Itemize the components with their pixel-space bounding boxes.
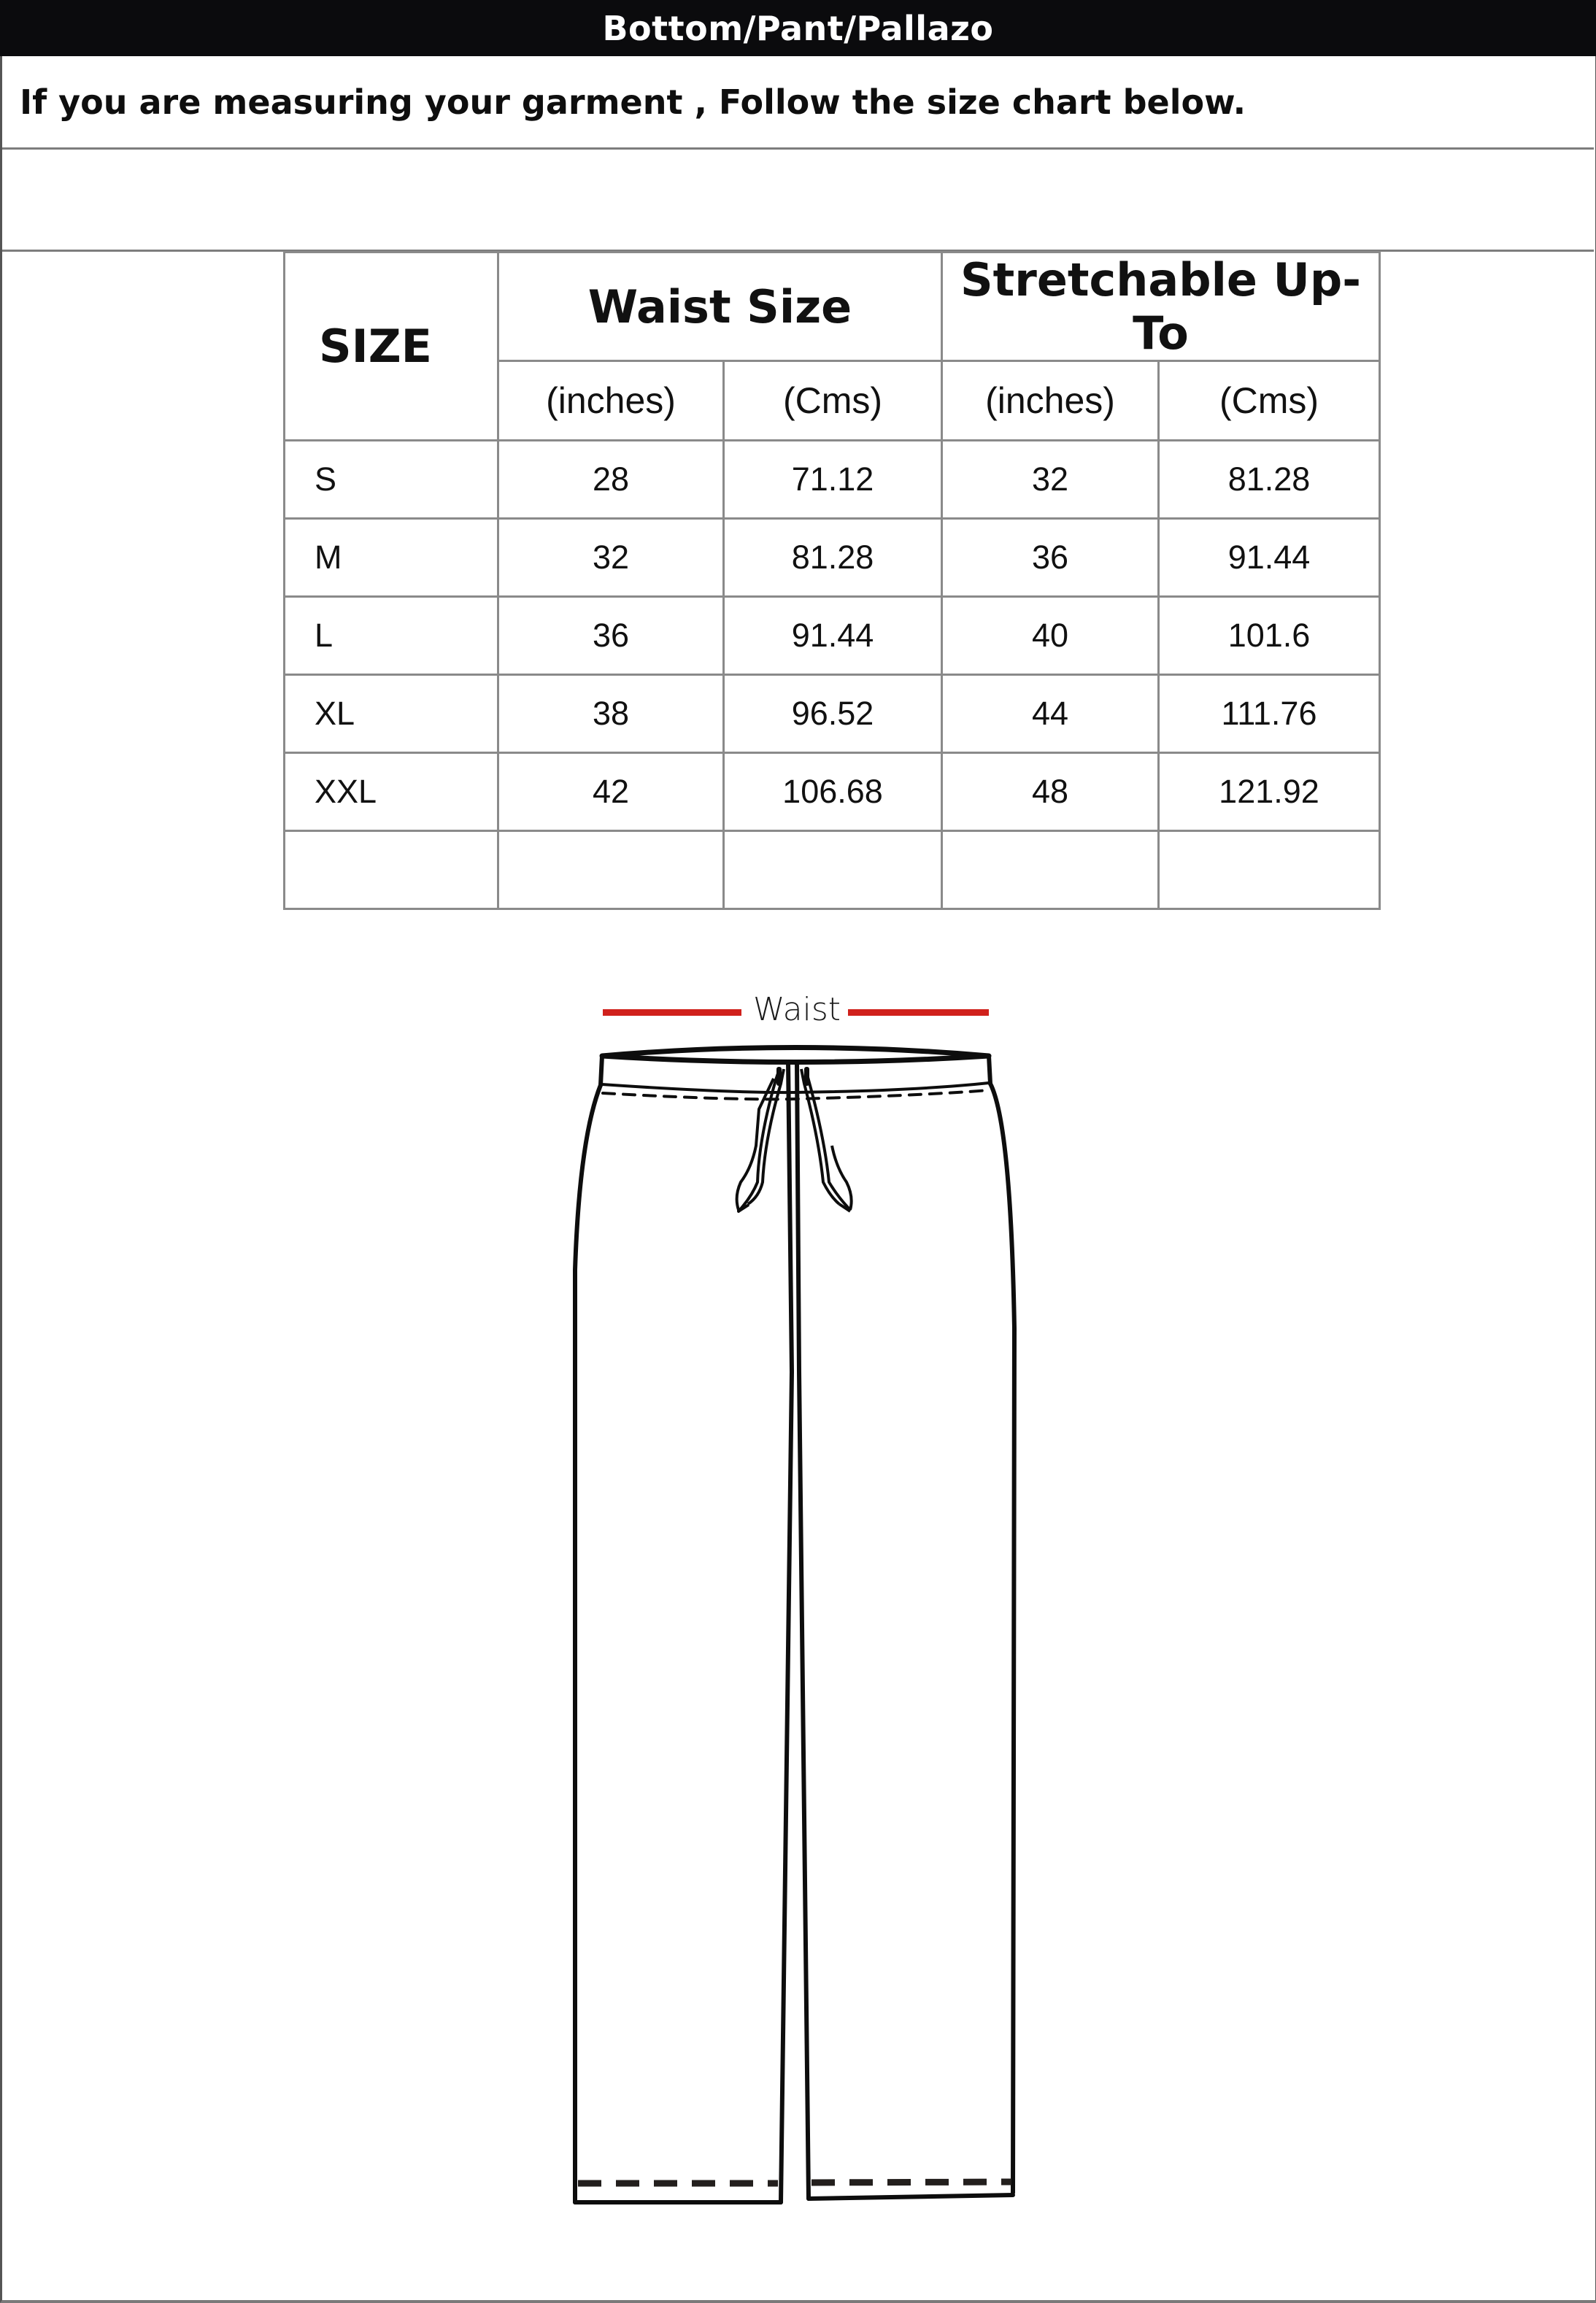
waist-cms-cell: 106.68 xyxy=(724,753,942,831)
stretch-inches-header: (inches) xyxy=(942,361,1159,441)
stretch-inches-cell: 48 xyxy=(942,753,1159,831)
waist-cms-cell: 81.28 xyxy=(724,519,942,597)
size-cell: L xyxy=(285,597,498,675)
waist-inches-cell: 42 xyxy=(498,753,724,831)
waist-cms-cell: 91.44 xyxy=(724,597,942,675)
stretch-inches-cell: 36 xyxy=(942,519,1159,597)
stretch-cms-cell: 101.6 xyxy=(1159,597,1380,675)
stretch-cms-cell: 121.92 xyxy=(1159,753,1380,831)
stretch-cms-header: (Cms) xyxy=(1159,361,1380,441)
waist-cms-cell: 96.52 xyxy=(724,675,942,753)
size-column-header: SIZE xyxy=(285,252,498,441)
size-cell: M xyxy=(285,519,498,597)
stretch-inches-cell: 32 xyxy=(942,441,1159,519)
stretch-cms-cell: 81.28 xyxy=(1159,441,1380,519)
waist-inches-cell: 28 xyxy=(498,441,724,519)
stretch-inches-cell: 44 xyxy=(942,675,1159,753)
waist-inches-cell: 38 xyxy=(498,675,724,753)
page-title: Bottom/Pant/Pallazo xyxy=(0,0,1596,56)
size-cell: XL xyxy=(285,675,498,753)
size-cell: S xyxy=(285,441,498,519)
waist-inches-cell: 36 xyxy=(498,597,724,675)
measuring-instruction: If you are measuring your garment , Follow the size chart below. xyxy=(2,56,1594,150)
waist-size-header: Waist Size xyxy=(498,252,942,361)
waist-cms-header: (Cms) xyxy=(724,361,942,441)
waist-cms-cell: 71.12 xyxy=(724,441,942,519)
waist-measure-label: Waist xyxy=(752,991,841,1028)
stretch-cms-cell: 91.44 xyxy=(1159,519,1380,597)
stretch-inches-cell: 40 xyxy=(942,597,1159,675)
waist-inches-header: (inches) xyxy=(498,361,724,441)
stretchable-header: Stretchable Up-To xyxy=(942,252,1380,361)
waist-inches-cell: 32 xyxy=(498,519,724,597)
size-cell: XXL xyxy=(285,753,498,831)
stretch-cms-cell: 111.76 xyxy=(1159,675,1380,753)
